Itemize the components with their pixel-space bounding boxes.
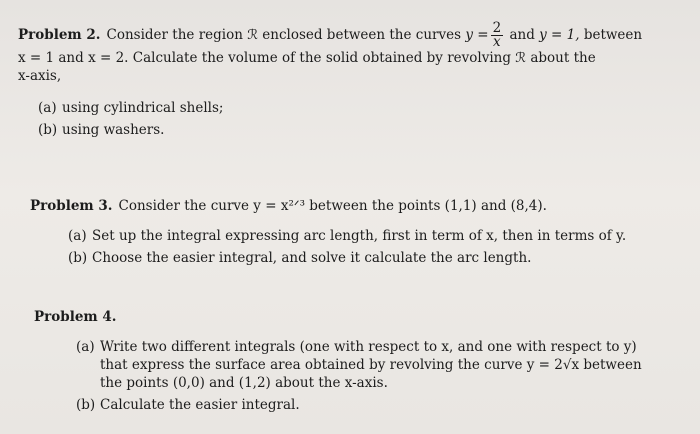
problem-3-title: Problem 3. <box>30 198 113 214</box>
problem-4-item-b <box>76 396 651 414</box>
item-text: using cylindrical shells; <box>62 100 224 116</box>
problem-3 <box>30 197 680 271</box>
problem-3-item-b <box>68 249 680 267</box>
problem-2-text-pre: Consider the region ℛ enclosed between the curves <box>106 27 466 43</box>
problem-2-eq-y1: y = 1, <box>539 27 580 43</box>
item-text: Set up the integral expressing arc length, first in term of x, then in terms of y. <box>92 228 627 244</box>
problem-2-items <box>38 99 683 139</box>
problem-3-line-1 <box>30 197 680 215</box>
fraction-denominator: x <box>493 34 501 50</box>
item-label: (a) <box>68 228 87 244</box>
item-label: (b) <box>76 397 96 413</box>
problem-2-line-3: x-axis, <box>18 68 62 84</box>
item-text: using washers. <box>62 122 165 138</box>
problem-2-text-post: between <box>579 27 643 43</box>
item-text: Calculate the easier integral. <box>100 397 300 413</box>
problem-2-item-a <box>38 99 683 117</box>
problem-2-line-2: x = 1 and x = 2. Calculate the volume of the solid obtained by revolving ℛ about the <box>18 50 596 66</box>
item-label: (a) <box>38 100 57 116</box>
item-label: (a) <box>76 339 95 355</box>
problem-3-item-a <box>68 227 680 245</box>
problem-4-line-1 <box>34 308 674 326</box>
item-text: Write two different integrals (one with respect to x, and one with respect to y) that express the surface area obtained by revolving the curve y = 2√x between the points (0,0) and (1,2) about the x-axis. <box>100 339 642 391</box>
problem-2-title: Problem 2. <box>18 27 101 43</box>
problem-2 <box>18 22 683 143</box>
problem-4 <box>34 308 674 418</box>
problem-4-items <box>76 338 651 414</box>
problem-2-text-mid: and <box>505 27 540 43</box>
fraction-2-over-x <box>491 22 504 49</box>
problem-3-items <box>68 227 680 267</box>
item-label: (b) <box>68 250 88 266</box>
problem-2-eq-y: y = <box>465 27 489 43</box>
item-label: (b) <box>38 122 58 138</box>
problem-4-title: Problem 4. <box>34 309 117 325</box>
fraction-numerator: 2 <box>492 20 502 36</box>
problem-4-item-a <box>76 338 651 392</box>
item-text: Choose the easier integral, and solve it calculate the arc length. <box>92 250 532 266</box>
problem-3-text: Consider the curve y = x²ᐟ³ between the points (1,1) and (8,4). <box>118 198 547 214</box>
problem-2-line-1 <box>18 22 683 49</box>
problem-2-item-b <box>38 121 683 139</box>
